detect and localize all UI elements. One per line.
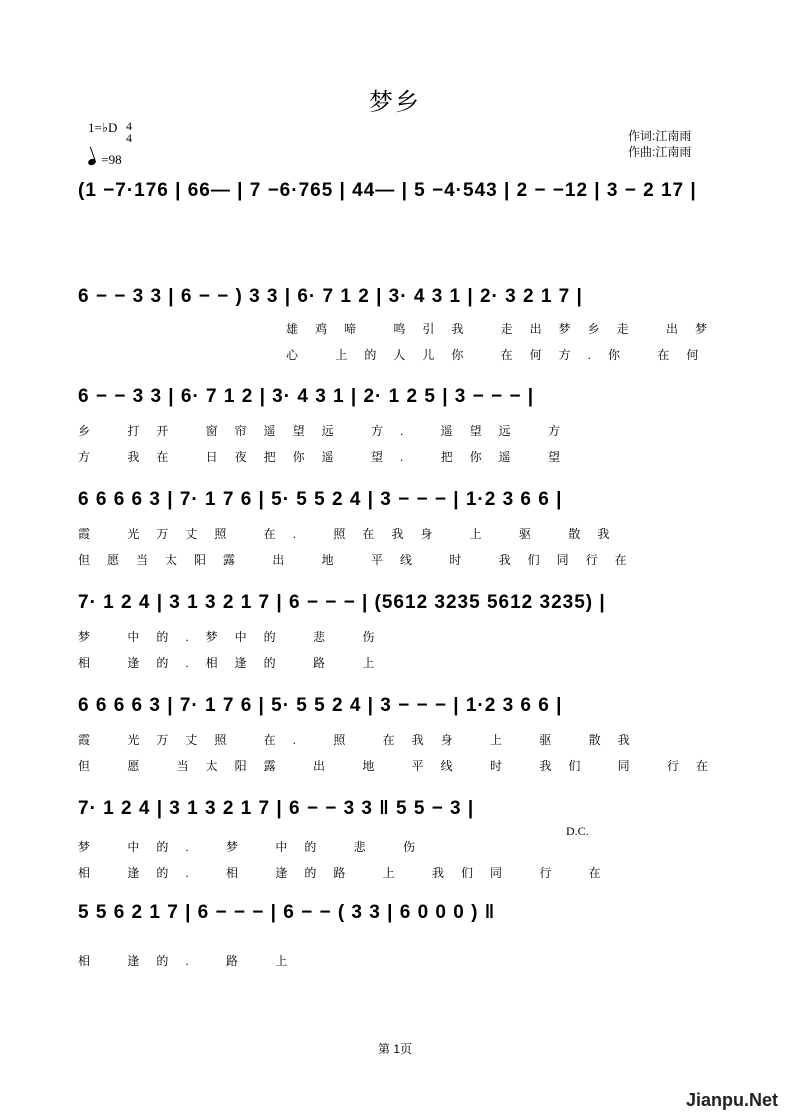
key-label: 1=♭D — [88, 120, 118, 135]
notation-line: 6 6 6 6 3 | 7· 1 7 6 | 5· 5 5 2 4 | 3 − − − | 1·2 3 6 6 | — [78, 489, 563, 510]
notation-line: 6 − − 3 3 | 6· 7 1 2 | 3· 4 3 1 | 2· 1 2 5 | 3 − − − | — [78, 386, 535, 407]
credits — [628, 128, 691, 160]
quarter-note-icon — [87, 158, 97, 166]
lyric-verse-1: 乡 打开 窗帘遥望远 方. 遥望远 方 — [78, 424, 578, 438]
lyric-verse-1: 梦 中的. 梦 中的 悲 伤 — [78, 840, 433, 854]
key-signature — [88, 120, 117, 136]
tempo-value: =98 — [101, 152, 122, 167]
lyric-verse-2: 但愿当太阳露 出 地 平线 时 我们同行在 — [78, 553, 644, 567]
tempo-marking — [88, 152, 122, 168]
lyric-verse-2: 心 上的人儿你 在何方.你 在何 — [286, 348, 716, 362]
lyric-verse-2: 相 逢的.相逢的 路 上 — [78, 656, 392, 670]
time-signature — [124, 120, 134, 144]
lyric-verse-1: 梦 中的.梦中的 悲 伤 — [78, 630, 392, 644]
lyric-verse-1: 相 逢的. 路 上 — [78, 954, 305, 968]
lyric-verse-1: 霞 光万丈照 在. 照 在我身 上 驱 散我 — [78, 733, 647, 747]
lyric-verse-1: 霞 光万丈照 在. 照在我身 上 驱 散我 — [78, 527, 627, 541]
meter-top: 4 — [126, 119, 132, 133]
lyricist: 作词:江南雨 — [628, 129, 692, 143]
notation-line: 5 5 6 2 1 7 | 6 − − − | 6 − − ( 3 3 | 6 0 0 0 ) ‖ — [78, 902, 496, 923]
notation-line: 7· 1 2 4 | 3 1 3 2 1 7 | 6 − − − | (5612 3235 5612 3235) | — [78, 592, 606, 613]
page-number: 第 1页 — [377, 1042, 412, 1056]
lyric-verse-2: 方 我在 日夜把你遥 望. 把你遥 望 — [78, 450, 578, 464]
notation-line: 6 6 6 6 3 | 7· 1 7 6 | 5· 5 5 2 4 | 3 − − − | 1·2 3 6 6 | — [78, 695, 563, 716]
notation-line: 7· 1 2 4 | 3 1 3 2 1 7 | 6 − − 3 3 ‖ 5 5 − 3 | — [78, 798, 475, 819]
notation-line: 6 − − 3 3 | 6 − − ) 3 3 | 6· 7 1 2 | 3· 4 3 1 | 2· 3 2 1 7 | — [78, 286, 583, 307]
lyric-verse-2: 但 愿 当太阳露 出 地 平线 时 我们 同 行在 — [78, 759, 726, 773]
lyric-verse-2: 相 逢的. 相 逢的路 上 我们同 行 在 — [78, 866, 618, 880]
dc-marking: D.C. — [566, 824, 589, 838]
lyric-verse-1: 雄鸡啼 鸣引我 走出梦乡走 出梦 — [286, 322, 725, 336]
site-watermark: Jianpu.Net — [685, 1090, 778, 1110]
song-title: 梦乡 — [369, 88, 421, 116]
composer: 作曲:江南雨 — [628, 145, 692, 159]
notation-line: (1 −7·176 | 66— | 7 −6·765 | 44— | 5 −4·543 | 2 − −12 | 3 − 2 17 | — [78, 180, 697, 201]
meter-bottom: 4 — [126, 131, 132, 145]
